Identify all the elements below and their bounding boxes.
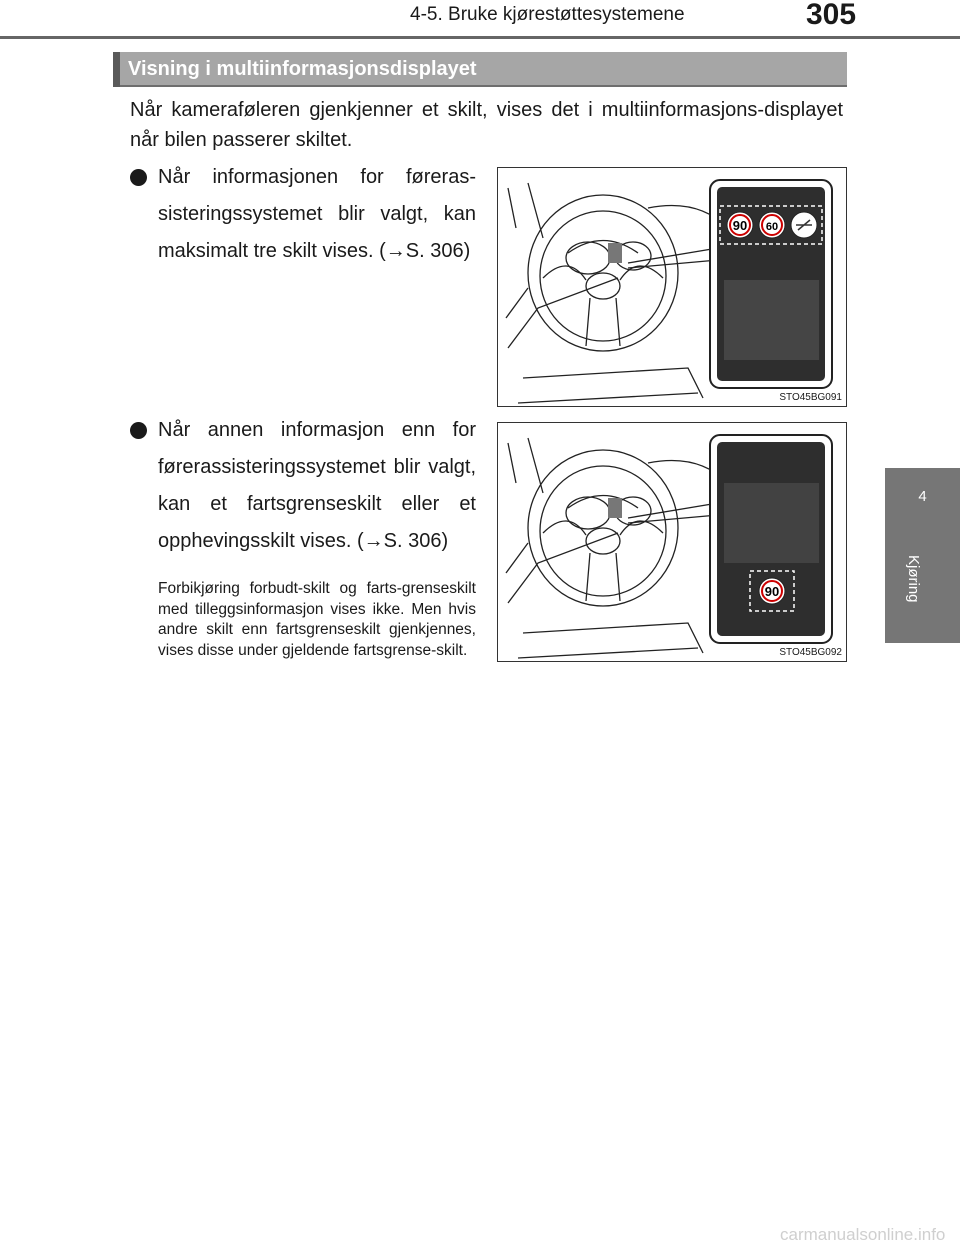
intro-paragraph: Når kameraføleren gjenkjenner et skilt, vises det i multiinformasjons-displayet når bilen passerer skiltet. <box>130 99 843 151</box>
header-rule <box>0 36 960 39</box>
sign-label: 90 <box>764 584 780 599</box>
sign-label: 90 <box>732 218 748 233</box>
chapter-label: Kjøring <box>905 555 922 603</box>
bullet-icon <box>130 422 147 439</box>
figure-code: STO45BG091 <box>779 392 842 403</box>
bullet-icon <box>130 169 147 186</box>
running-header-section: 4-5. Bruke kjørestøttesystemene <box>410 4 685 25</box>
figure-display-three-signs <box>497 167 847 407</box>
page-number: 305 <box>806 0 857 31</box>
chapter-number: 4 <box>918 488 927 505</box>
dashboard-illustration <box>498 168 846 406</box>
sign-label: 60 <box>765 221 779 233</box>
figure-code: STO45BG092 <box>779 647 842 658</box>
section-heading-accent <box>113 52 120 87</box>
section-title: Visning i multiinformasjonsdisplayet <box>128 58 477 80</box>
bullet-text-1: Når informasjonen for føreras-sisteringssystemet blir valgt, kan maksimalt tre skilt vises. (→S. 306) <box>158 166 476 262</box>
watermark: carmanualsonline.info <box>780 1225 946 1244</box>
figure-display-single-sign <box>497 422 847 662</box>
dashboard-illustration <box>498 423 846 661</box>
note-text: Forbikjøring forbudt-skilt og farts-grenseskilt med tilleggsinformasjon vises ikke. Men hvis andre skilt enn fartsgrenseskilt gjenkjennes, vises disse under gjeldende fartsgrense-skilt. <box>158 580 476 659</box>
bullet-text-2: Når annen informasjon enn for førerassisteringssystemet blir valgt, kan et fartsgrenseskilt eller et opphevingsskilt vises. (→S. 306) <box>158 419 476 552</box>
